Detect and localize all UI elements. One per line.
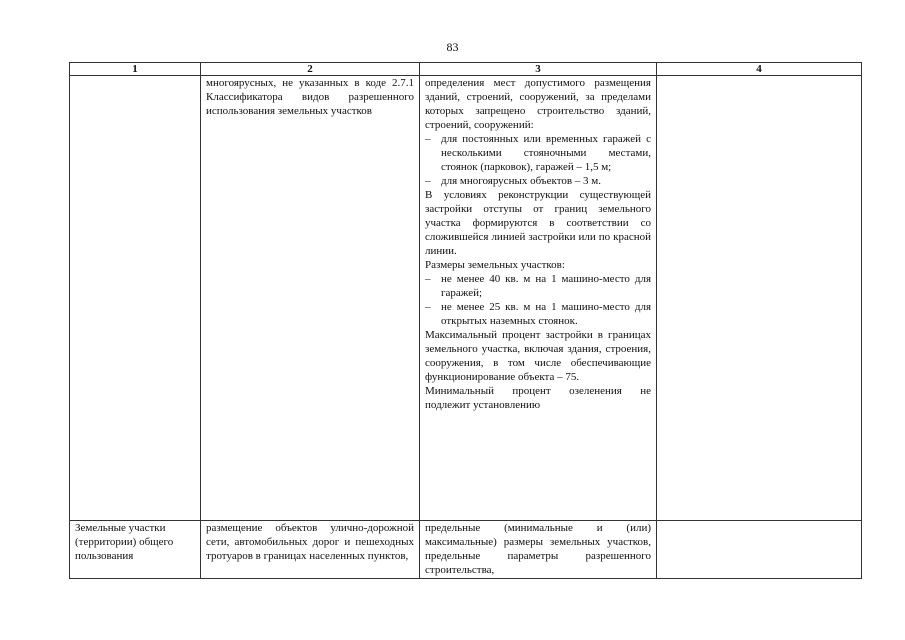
list-item <box>425 132 651 174</box>
list-item-text: для постоянных или временных гаражей с несколькими стояночными местами, стоянок (парковок), гаражей – 1,5 м; <box>441 133 651 173</box>
header-col-4: 4 <box>657 63 862 76</box>
max-building-percent-text: Максимальный процент застройки в границах земельного участка, включая здания, строения, сооружения, в том числе обеспечивающие функционирование объекта – 75. <box>425 329 651 383</box>
header-col-2: 2 <box>201 63 420 76</box>
plot-sizes-list <box>425 272 651 328</box>
table-row <box>70 521 862 579</box>
reconstruction-text: В условиях реконструкции существующей застройки отступы от границ земельного участка формируются в соответствии со сложившейся линией застройки или по красной линии. <box>425 189 651 257</box>
row1-col4-cell <box>657 76 862 521</box>
page-number: 83 <box>446 40 459 54</box>
dash-bullet-icon: – <box>425 273 431 285</box>
table-row <box>70 76 862 521</box>
dash-bullet-icon: – <box>425 175 431 187</box>
setback-list <box>425 132 651 188</box>
row2-col3-cell: предельные (минимальные и (или) максимальные) размеры земельных участков, предельные параметры разрешенного строительства, <box>420 521 657 579</box>
header-col-1: 1 <box>70 63 201 76</box>
list-item-text: для многоярусных объектов – 3 м. <box>441 175 602 187</box>
table-header-row <box>70 63 862 76</box>
list-item <box>425 272 651 300</box>
plot-sizes-title: Размеры земельных участков: <box>425 259 565 271</box>
list-item <box>425 174 651 188</box>
row1-col2-cell: многоярусных, не указанных в коде 2.7.1 Классификатора видов разрешенного использования земельных участков <box>201 76 420 521</box>
min-greening-percent-text: Минимальный процент озеленения не подлежит установлению <box>425 385 651 411</box>
header-col-3: 3 <box>420 63 657 76</box>
dash-bullet-icon: – <box>425 301 431 313</box>
dash-bullet-icon: – <box>425 133 431 145</box>
list-item-text: не менее 25 кв. м на 1 машино-место для открытых наземных стоянок. <box>441 301 651 327</box>
regulation-table <box>69 62 862 579</box>
row2-col1-cell: Земельные участки (территории) общего пользования <box>70 521 201 579</box>
row1-col3-cell <box>420 76 657 521</box>
row1-col1-cell <box>70 76 201 521</box>
setback-intro-text: определения мест допустимого размещения зданий, строений, сооружений, за пределами которых запрещено строительство зданий, строений, сооружений: <box>425 77 651 131</box>
row2-col2-cell: размещение объектов улично-дорожной сети, автомобильных дорог и пешеходных тротуаров в границах населенных пунктов, <box>201 521 420 579</box>
list-item-text: не менее 40 кв. м на 1 машино-место для гаражей; <box>441 273 651 299</box>
list-item <box>425 300 651 328</box>
row2-col4-cell <box>657 521 862 579</box>
